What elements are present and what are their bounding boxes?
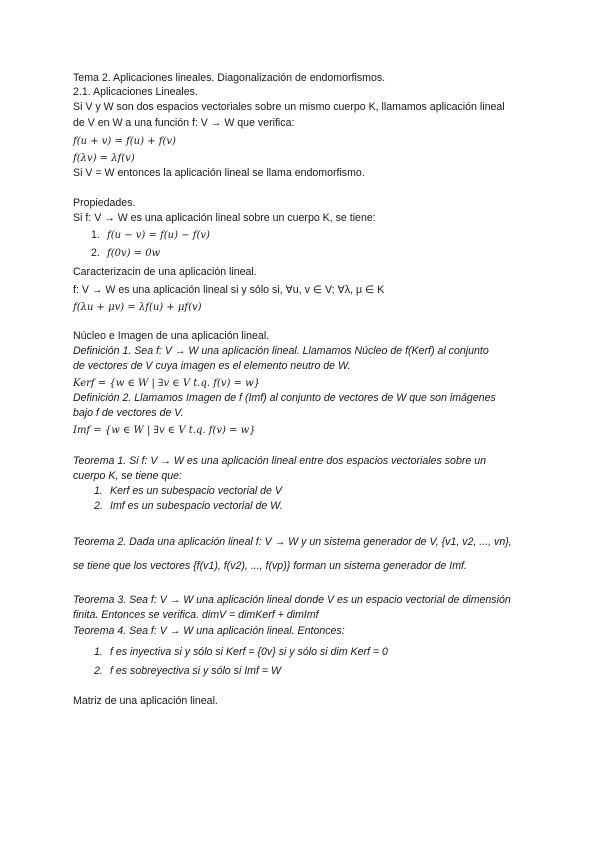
kernel-equation: Kerf = {w ∈ W | ∃v ∈ V t.q. f(v) = w} <box>73 378 261 389</box>
image-equation: Imf = {w ∈ W | ∃v ∈ V t.q. f(v) = w} <box>73 425 256 436</box>
characterization-heading: Caracterizacin de una aplicación lineal. <box>73 266 257 278</box>
matrix-heading: Matriz de una aplicación lineal. <box>73 695 218 707</box>
equation-homogeneity: f(λv) = λf(v) <box>73 153 135 164</box>
theorem-2-line-1: Teorema 2. Dada una aplicación lineal f: V → W y un sistema generador de V, {v1, v2, ..., vn}, <box>73 536 512 548</box>
property-item-2 <box>91 247 160 260</box>
theorem-1-line-1: Teorema 1. Si f: V → W es una aplicación lineal entre dos espacios vectoriales sobre un <box>73 455 486 467</box>
doc-title: Tema 2. Aplicaciones lineales. Diagonalización de endomorfismos. <box>73 72 386 84</box>
item-text: f(u − v) = f(u) − f(v) <box>107 230 210 241</box>
theorem-2-line-2: se tiene que los vectores {f(v1), f(v2), ..., f(vp)} forman un sistema generador de Imf. <box>73 560 467 572</box>
item-number: 2. <box>94 500 103 512</box>
definition-2-line-1: Definición 2. Llamamos Imagen de f (Imf) al conjunto de vectores de W que son imágenes <box>73 392 496 404</box>
property-item-1 <box>91 229 210 242</box>
item-number: 1. <box>91 229 100 241</box>
theorem-4-line: Teorema 4. Sea f: V → W una aplicación lineal. Entonces: <box>73 625 345 637</box>
item-text: f es sobreyectiva si y sólo si Imf = W <box>110 665 282 677</box>
section-heading: 2.1. Aplicaciones Lineales. <box>73 86 198 98</box>
properties-heading: Propiedades. <box>73 197 136 209</box>
characterization-line: f: V → W es una aplicación lineal si y sólo si, ∀u, v ∈ V; ∀λ, μ ∈ K <box>73 284 385 296</box>
characterization-equation: f(λu + μv) = λf(u) + μf(v) <box>73 302 202 313</box>
definition-1-line-1: Definición 1. Sea f: V → W una aplicación lineal. Llamamos Núcleo de f(Kerf) al conjunto <box>73 345 489 357</box>
theorem-1-item-1 <box>94 485 282 498</box>
item-number: 1. <box>94 485 103 497</box>
kernel-image-heading: Núcleo e Imagen de una aplicación lineal. <box>73 330 270 342</box>
theorem-1-line-2: cuerpo K, se tiene que: <box>73 470 182 482</box>
item-number: 2. <box>94 665 103 677</box>
item-text: Imf es un subespacio vectorial de W. <box>110 500 283 512</box>
definition-line-1: Si V y W son dos espacios vectoriales sobre un mismo cuerpo K, llamamos aplicación lineal <box>73 101 505 113</box>
item-text: f es inyectiva si y sólo si Kerf = {0v} si y sólo si dim Kerf = 0 <box>110 646 388 658</box>
item-number: 2. <box>91 247 100 259</box>
theorem-4-item-1 <box>94 646 388 659</box>
theorem-3-line-1: Teorema 3. Sea f: V → W una aplicación lineal donde V es un espacio vectorial de dimensión <box>73 594 511 606</box>
definition-2-line-2: bajo f de vectores de V. <box>73 407 184 419</box>
item-text: Kerf es un subespacio vectorial de V <box>110 485 282 497</box>
endomorphism-line: Si V = W entonces la aplicación lineal se llama endomorfismo. <box>73 167 365 179</box>
definition-1-line-2: de vectores de V cuya imagen es el elemento neutro de W. <box>73 360 351 372</box>
equation-additivity: f(u + v) = f(u) + f(v) <box>73 136 176 147</box>
definition-line-2: de V en W a una función f: V → W que verifica: <box>73 117 295 129</box>
properties-intro: Si f: V → W es una aplicación lineal sobre un cuerpo K, se tiene: <box>73 212 376 224</box>
item-text: f(0v) = 0w <box>107 248 161 259</box>
theorem-3-line-2: finita. Entonces se verifica. dimV = dimKerf + dimImf <box>73 609 319 621</box>
item-number: 1. <box>94 646 103 658</box>
theorem-1-item-2 <box>94 500 283 513</box>
theorem-4-item-2 <box>94 665 281 678</box>
